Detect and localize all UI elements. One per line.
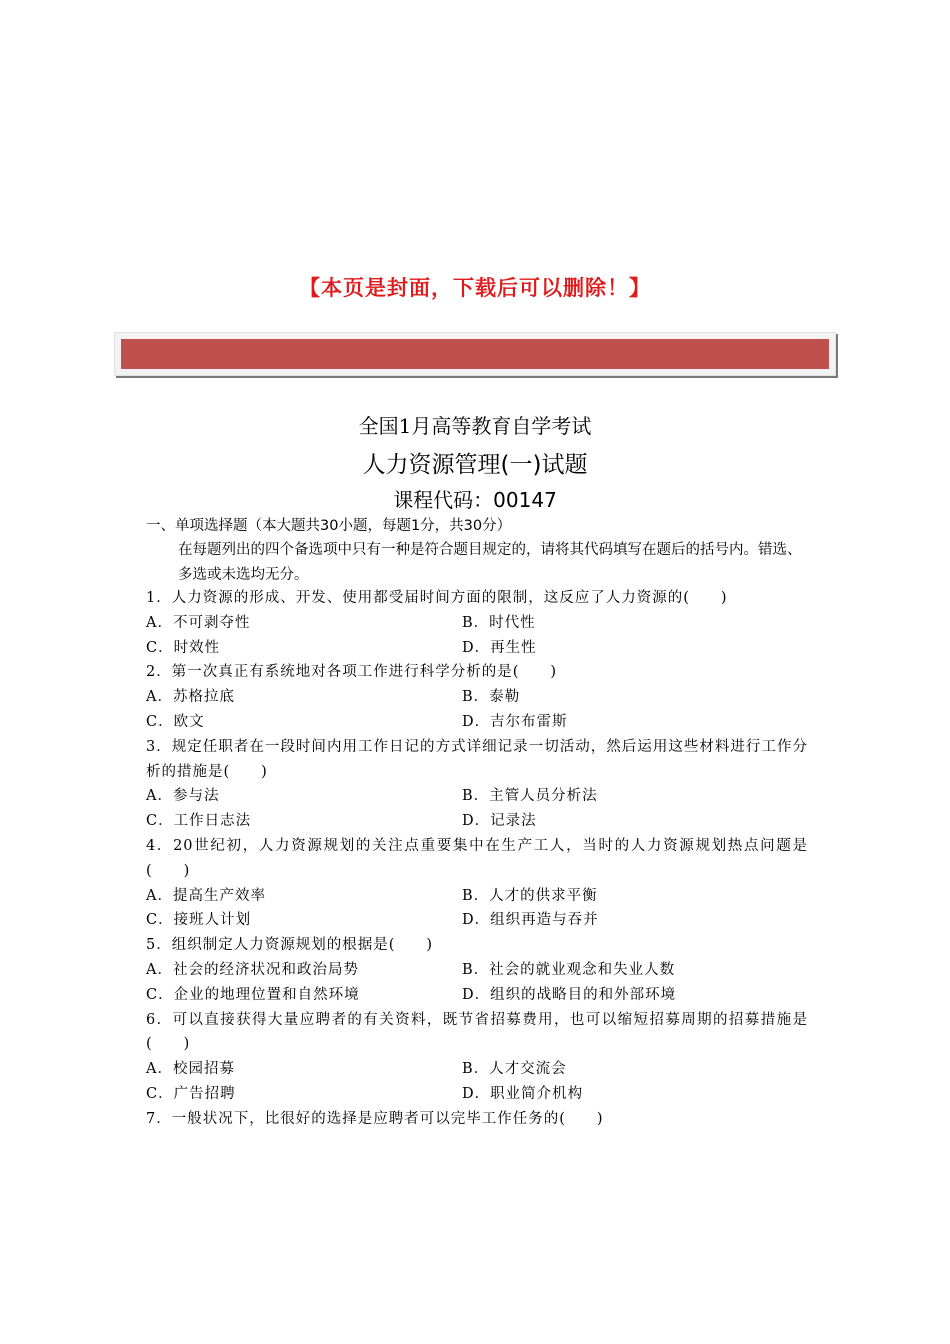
question-stem: 1．人力资源的形成、开发、使用都受届时间方面的限制，这反应了人力资源的( ) xyxy=(146,590,728,606)
answer-option: D．组织再造与吞并 xyxy=(462,912,599,929)
exam-subject: 人力资源管理(一)试题 xyxy=(362,452,588,478)
banner-red-bar xyxy=(121,339,829,369)
option-row xyxy=(146,908,808,933)
answer-option: D．吉尔布雷斯 xyxy=(462,713,568,730)
option-row xyxy=(146,958,808,983)
answer-option: D．记录法 xyxy=(462,813,537,830)
answer-option: A．提高生产效率 xyxy=(146,887,266,904)
answer-option: D．职业简介机构 xyxy=(462,1085,584,1102)
answer-option: C．企业的地理位置和自然环境 xyxy=(146,986,360,1003)
answer-option: B．泰勒 xyxy=(462,689,521,706)
question-stem: 3．规定任职者在一段时间内用工作日记的方式详细记录一切活动，然后运用这些材料进行工作分析的措施是( ) xyxy=(146,738,808,780)
cover-notice: 【本页是封面，下载后可以删除！】 xyxy=(299,276,651,300)
answer-option: B．人才的供求平衡 xyxy=(462,887,598,904)
answer-option: B．时代性 xyxy=(462,614,536,631)
question-stem: 7．一般状况下，比很好的选择是应聘者可以完毕工作任务的( ) xyxy=(146,1110,604,1127)
answer-option: D．再生性 xyxy=(462,639,537,656)
question-list xyxy=(146,586,808,1132)
answer-option: C．工作日志法 xyxy=(146,813,252,830)
option-row xyxy=(146,983,808,1008)
option-row xyxy=(146,685,808,710)
course-code: 课程代码：00147 xyxy=(393,488,557,512)
answer-option: A．参与法 xyxy=(146,788,220,805)
option-row xyxy=(146,809,808,834)
answer-option: C．时效性 xyxy=(146,639,221,656)
section-instruction: 在每题列出的四个备选项中只有一种是符合题目规定的，请将其代码填写在题后的括号内。错选、多选或未选均无分。 xyxy=(178,542,802,583)
decorative-banner xyxy=(114,332,836,376)
answer-option: C．接班人计划 xyxy=(146,912,252,929)
answer-option: D．组织的战略目的和外部环境 xyxy=(462,986,677,1003)
option-row xyxy=(146,611,808,636)
answer-option: B．人才交流会 xyxy=(462,1061,567,1078)
question-stem: 2．第一次真正有系统地对各项工作进行科学分析的是( ) xyxy=(146,664,558,681)
answer-option: C．欧文 xyxy=(146,713,205,730)
answer-option: A．不可剥夺性 xyxy=(146,614,251,631)
answer-option: A．校园招募 xyxy=(146,1061,235,1078)
option-row xyxy=(146,784,808,809)
option-row xyxy=(146,1082,808,1107)
question-stem: 4．20世纪初，人力资源规划的关注点重要集中在生产工人，当时的人力资源规划热点问题是( ) xyxy=(146,837,808,879)
answer-option: A．苏格拉底 xyxy=(146,689,235,706)
answer-option: C．广告招聘 xyxy=(146,1085,236,1102)
option-row xyxy=(146,710,808,735)
answer-option: A．社会的经济状况和政治局势 xyxy=(146,961,359,978)
question-stem: 6．可以直接获得大量应聘者的有关资料，既节省招募费用，也可以缩短招募周期的招募措施是( ) xyxy=(146,1011,808,1053)
option-row xyxy=(146,1057,808,1082)
option-row xyxy=(146,884,808,909)
exam-title: 全国1月高等教育自学考试 xyxy=(358,414,592,438)
answer-option: B．社会的就业观念和失业人数 xyxy=(462,961,676,978)
answer-option: B．主管人员分析法 xyxy=(462,788,598,805)
option-row xyxy=(146,636,808,661)
section-heading: 一、单项选择题（本大题共30小题，每题1分，共30分） xyxy=(146,518,512,534)
question-stem: 5．组织制定人力资源规划的根据是( ) xyxy=(146,937,434,954)
